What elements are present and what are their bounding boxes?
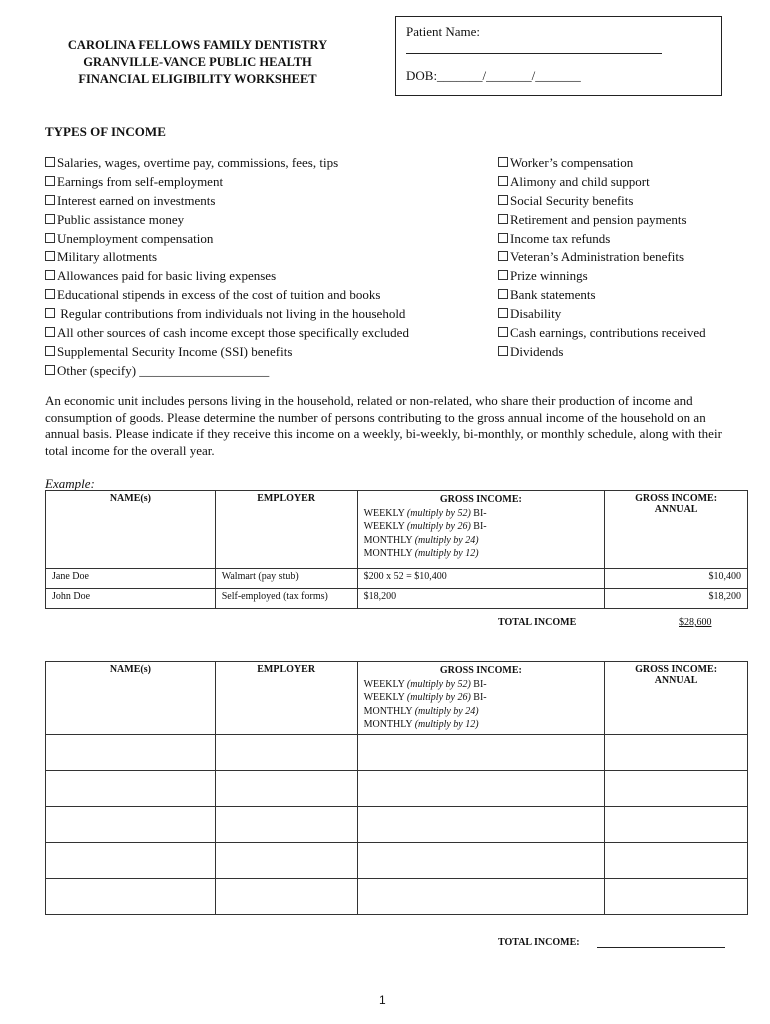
cell-name: Jane Doe	[46, 569, 216, 589]
checkbox[interactable]	[498, 176, 508, 186]
checkbox[interactable]	[498, 251, 508, 261]
income-option-label: Alimony and child support	[510, 173, 650, 189]
patient-name-label: Patient Name:	[406, 24, 481, 39]
name-cell[interactable]	[46, 807, 216, 843]
gross-income-title: GROSS INCOME:	[439, 665, 522, 676]
income-option[interactable]	[45, 343, 409, 362]
column-header-gross-income	[357, 662, 605, 735]
column-header-gross-income	[357, 491, 605, 569]
income-entry-table	[45, 661, 748, 915]
income-option[interactable]	[498, 173, 706, 192]
income-option[interactable]	[498, 305, 706, 324]
table-row	[46, 569, 748, 589]
income-option-label: Disability	[510, 306, 562, 322]
table-row	[46, 589, 748, 609]
income-option[interactable]	[45, 248, 409, 267]
income-option[interactable]	[45, 267, 409, 286]
patient-info-box	[395, 16, 722, 96]
gross-multiplier: (multiply by 26)	[406, 521, 471, 532]
employer-cell[interactable]	[215, 879, 357, 915]
income-option[interactable]	[498, 324, 706, 343]
gross-text: WEEKLY	[363, 507, 407, 519]
income-option-label: Retirement and pension payments	[510, 211, 687, 227]
example-label: Example:	[45, 476, 95, 491]
gross-income-title: GROSS INCOME:	[439, 494, 522, 505]
gross-multiplier: (multiply by 26)	[406, 692, 471, 703]
gross-multiplier: (multiply by 12)	[414, 719, 479, 730]
gross-cell[interactable]	[357, 771, 605, 807]
income-option[interactable]	[498, 343, 706, 362]
cell-annual: $10,400	[605, 569, 748, 589]
cell-gross: $18,200	[357, 589, 605, 609]
income-option[interactable]	[45, 173, 409, 192]
annual-header-line1: GROSS INCOME:	[635, 664, 718, 675]
checkbox[interactable]	[498, 289, 508, 299]
name-cell[interactable]	[46, 771, 216, 807]
income-option-label: All other sources of cash income except those specifically excluded	[57, 325, 409, 341]
title-line-2: GRANVILLE-VANCE PUBLIC HEALTH	[83, 55, 312, 69]
income-option[interactable]	[498, 154, 706, 173]
income-option-label: Public assistance money	[57, 211, 185, 227]
checkbox[interactable]	[45, 195, 55, 205]
checkbox[interactable]	[45, 270, 55, 280]
checkbox[interactable]	[498, 195, 508, 205]
annual-cell[interactable]	[605, 771, 748, 807]
column-header-employer: EMPLOYER	[215, 662, 357, 735]
gross-cell[interactable]	[357, 807, 605, 843]
checkbox[interactable]	[45, 233, 55, 243]
gross-multiplier: (multiply by 24)	[414, 534, 479, 546]
gross-multiplier: (multiply by 12)	[414, 548, 479, 559]
income-option-label: Unemployment compensation	[57, 230, 214, 246]
income-option[interactable]	[498, 286, 706, 305]
income-types-right-column	[498, 154, 706, 362]
income-option[interactable]	[45, 154, 409, 173]
annual-cell[interactable]	[605, 879, 748, 915]
checkbox[interactable]	[45, 214, 55, 224]
checkbox[interactable]	[45, 308, 55, 318]
column-header-names: NAME(s)	[46, 662, 216, 735]
income-option[interactable]	[45, 305, 409, 324]
column-header-employer: EMPLOYER	[215, 491, 357, 569]
employer-cell[interactable]	[215, 735, 357, 771]
page-number: 1	[379, 993, 386, 1007]
gross-text: BI-	[470, 678, 487, 690]
income-option[interactable]	[498, 211, 706, 230]
gross-multiplier: (multiply by 24)	[414, 705, 479, 717]
dob-field[interactable]: DOB:_______/_______/_______	[406, 68, 581, 83]
checkbox[interactable]	[45, 346, 55, 356]
table-row	[46, 735, 748, 771]
gross-text: BI-	[470, 507, 487, 519]
income-option-label: Dividends	[510, 343, 564, 359]
total-income-label: TOTAL INCOME:	[498, 937, 580, 948]
income-option[interactable]	[498, 192, 706, 211]
income-option-label: Veteran’s Administration benefits	[510, 249, 685, 265]
income-option-label: Social Security benefits	[510, 192, 634, 208]
table-row	[46, 771, 748, 807]
checkbox[interactable]	[45, 289, 55, 299]
gross-text: BI-	[470, 692, 487, 703]
gross-text: BI-	[470, 521, 487, 532]
income-option-label: Regular contributions from individuals not living in the household	[57, 306, 406, 322]
annual-cell[interactable]	[605, 807, 748, 843]
checkbox[interactable]	[498, 157, 508, 167]
name-cell[interactable]	[46, 843, 216, 879]
gross-multiplier: (multiply by 52)	[406, 678, 471, 690]
gross-text: MONTHLY	[363, 719, 415, 730]
income-option[interactable]	[45, 230, 409, 249]
income-option-label: Bank statements	[510, 287, 596, 303]
income-option-label: Income tax refunds	[510, 230, 611, 246]
table-row	[46, 879, 748, 915]
column-header-annual	[605, 491, 748, 569]
gross-cell[interactable]	[357, 843, 605, 879]
annual-header-line2: ANNUAL	[654, 675, 698, 686]
table-row	[46, 843, 748, 879]
title-line-3: FINANCIAL ELIGIBILITY WORKSHEET	[78, 72, 317, 86]
checkbox[interactable]	[498, 327, 508, 337]
income-option-label: Military allotments	[57, 249, 158, 265]
cell-gross: $200 x 52 = $10,400	[357, 569, 605, 589]
income-option-label: Allowances paid for basic living expenses	[57, 268, 277, 284]
income-option[interactable]	[45, 286, 409, 305]
column-header-names: NAME(s)	[46, 491, 216, 569]
checkbox[interactable]	[45, 176, 55, 186]
gross-text: WEEKLY	[363, 678, 407, 690]
checkbox[interactable]	[45, 251, 55, 261]
income-option[interactable]	[45, 192, 409, 211]
income-option-label: Cash earnings, contributions received	[510, 325, 706, 341]
income-option[interactable]	[498, 230, 706, 249]
patient-name-field[interactable]	[406, 53, 662, 54]
checkbox[interactable]	[498, 308, 508, 318]
title-line-1: CAROLINA FELLOWS FAMILY DENTISTRY	[67, 38, 328, 52]
cell-annual: $18,200	[605, 589, 748, 609]
gross-text: WEEKLY	[363, 521, 407, 532]
gross-text: MONTHLY	[363, 705, 415, 717]
annual-header-line2: ANNUAL	[654, 504, 698, 515]
income-option-other[interactable]	[45, 362, 409, 381]
gross-text: MONTHLY	[363, 534, 415, 546]
cell-employer: Walmart (pay stub)	[215, 569, 357, 589]
income-option-label: Salaries, wages, overtime pay, commissions, fees, tips	[57, 155, 339, 170]
gross-multiplier: (multiply by 52)	[406, 507, 471, 519]
gross-cell[interactable]	[357, 735, 605, 771]
total-income-field[interactable]	[597, 947, 725, 948]
checkbox[interactable]	[45, 327, 55, 337]
income-option[interactable]	[498, 267, 706, 286]
checkbox[interactable]	[45, 157, 55, 167]
income-option-label: Interest earned on investments	[57, 192, 216, 208]
checkbox[interactable]	[498, 270, 508, 280]
annual-header-line1: GROSS INCOME:	[635, 493, 718, 504]
name-cell[interactable]	[46, 879, 216, 915]
table-row	[46, 807, 748, 843]
employer-cell[interactable]	[215, 771, 357, 807]
employer-cell[interactable]	[215, 807, 357, 843]
cell-name: John Doe	[46, 589, 216, 609]
annual-cell[interactable]	[605, 735, 748, 771]
column-header-annual	[605, 662, 748, 735]
example-income-table	[45, 490, 748, 609]
income-option-label: Earnings from self-employment	[57, 173, 224, 189]
checkbox[interactable]	[498, 214, 508, 224]
income-option[interactable]	[45, 324, 409, 343]
checkbox[interactable]	[45, 365, 55, 375]
income-option-label: Prize winnings	[510, 268, 588, 284]
income-option-label: Educational stipends in excess of the cost of tuition and books	[57, 287, 381, 303]
gross-cell[interactable]	[357, 879, 605, 915]
income-option[interactable]	[45, 211, 409, 230]
cell-employer: Self-employed (tax forms)	[215, 589, 357, 609]
income-option[interactable]	[498, 248, 706, 267]
gross-text: WEEKLY	[363, 692, 407, 703]
checkbox[interactable]	[498, 346, 508, 356]
economic-unit-instructions: An economic unit includes persons living in the household, related or non-related, who share their production of income and consumption of goods. Please determine the number of persons contributing to the gross annual income of the household on an annual basis. Please indicate if they receive this income on a weekly, bi-weekly, bi-monthly, or monthly schedule, along with their total income for the overall year.	[45, 393, 722, 458]
income-option-label: Other (specify) ____________________	[57, 362, 270, 378]
employer-cell[interactable]	[215, 843, 357, 879]
annual-cell[interactable]	[605, 843, 748, 879]
types-of-income-heading: TYPES OF INCOME	[45, 124, 166, 139]
income-types-left-column	[45, 154, 409, 381]
checkbox[interactable]	[498, 233, 508, 243]
example-total-label: TOTAL INCOME	[498, 617, 577, 628]
document-title	[35, 37, 360, 88]
income-option-label: Worker’s compensation	[510, 155, 634, 170]
income-option-label: Supplemental Security Income (SSI) benefits	[57, 343, 293, 359]
example-total-value: $28,600	[679, 617, 712, 628]
gross-text: MONTHLY	[363, 548, 415, 559]
name-cell[interactable]	[46, 735, 216, 771]
